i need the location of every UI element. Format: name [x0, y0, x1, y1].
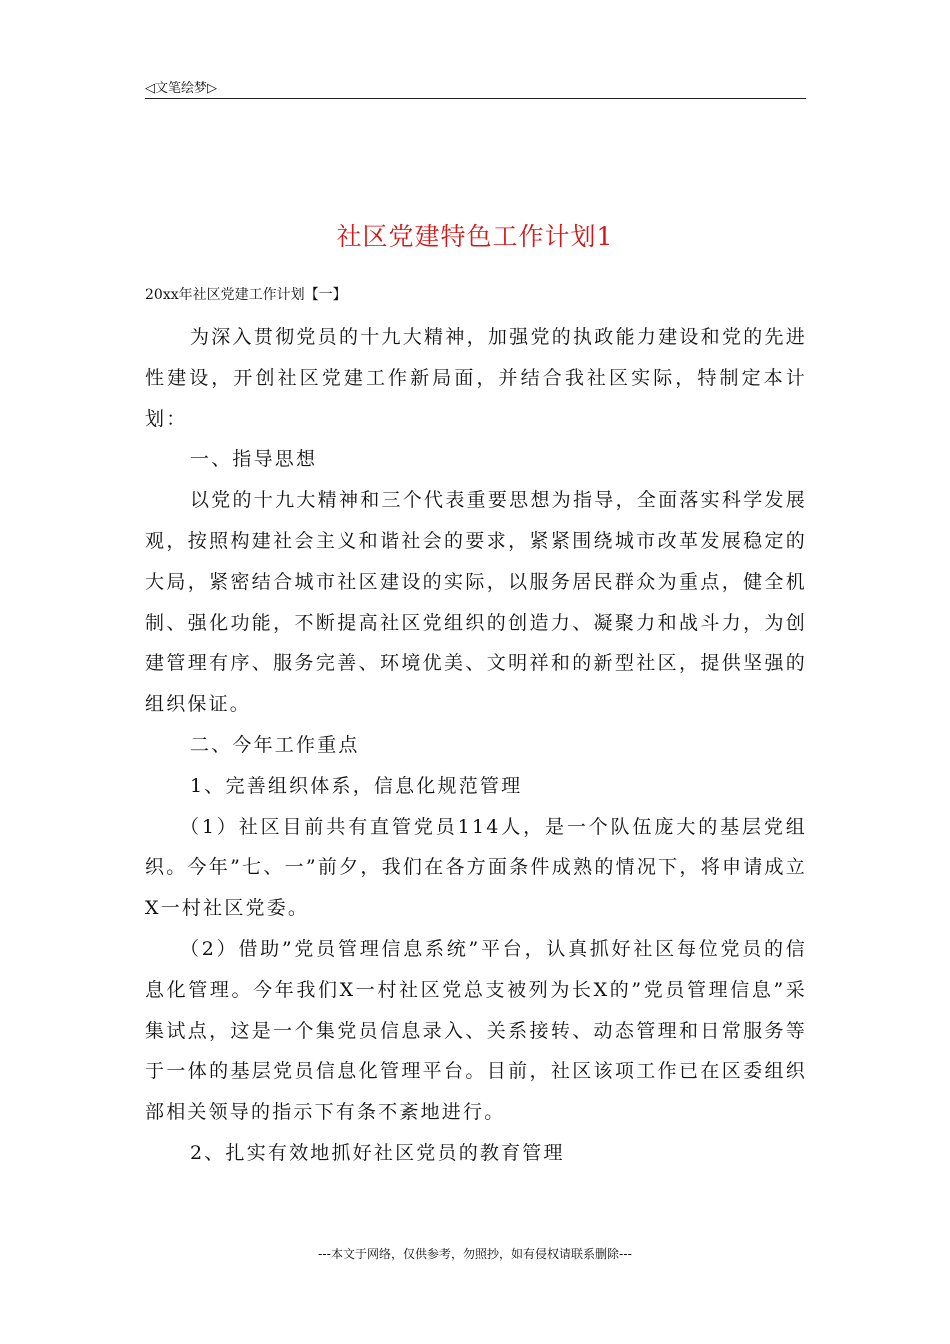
paragraph-intro: 为深入贯彻党员的十九大精神，加强党的执政能力建设和党的先进性建设，开创社区党建工作新局面，并结合我社区实际，特制定本计划：: [145, 326, 807, 430]
paragraph-item-2: （2）借助”党员管理信息系统”平台，认真抓好社区每位党员的信息化管理。今年我们X一村社区党总支被列为长X的”党员管理信息”采集试点，这是一个集党员信息录入、关系接转、动态管理和日常服务等于一体的基层党员信息化管理平台。目前，社区该项工作已在区委组织部相关领导的指示下有条不紊地进行。: [145, 937, 807, 1124]
document-subtitle: 20xx年社区党建工作计划【一】: [145, 287, 347, 303]
paragraph-item-1: （1）社区目前共有直管党员114人，是一个队伍庞大的基层党组织。今年”七、一”前夕，我们在各方面条件成熟的情况下，将申请成立X一村社区党委。: [145, 815, 807, 920]
page-footer: ---本文于网络，仅供参考，勿照抄，如有侵权请联系删除---: [318, 1247, 632, 1261]
header-text: ◁文笔绘梦▷: [145, 81, 217, 96]
document-body: [145, 317, 807, 1174]
section-heading-guiding-ideology: 一、指导思想: [190, 448, 318, 471]
paragraph-guiding-ideology: 以党的十九大精神和三个代表重要思想为指导，全面落实科学发展观，按照构建社会主义和谐社会的要求，紧紧围绕城市改革发展稳定的大局，紧密结合城市社区建设的实际，以服务居民群众为重点，健全机制、强化功能，不断提高社区党组织的创造力、凝聚力和战斗力，为创建管理有序、服务完善、环境优美、文明祥和的新型社区，提供坚强的组织保证。: [145, 489, 807, 716]
subsection-heading-organization: 1、完善组织体系，信息化规范管理: [190, 774, 523, 797]
page-header: [145, 74, 806, 99]
section-heading-work-focus: 二、今年工作重点: [190, 733, 360, 756]
subsection-heading-education: 2、扎实有效地抓好社区党员的教育管理: [190, 1141, 565, 1164]
document-title: 社区党建特色工作计划1: [336, 222, 614, 251]
